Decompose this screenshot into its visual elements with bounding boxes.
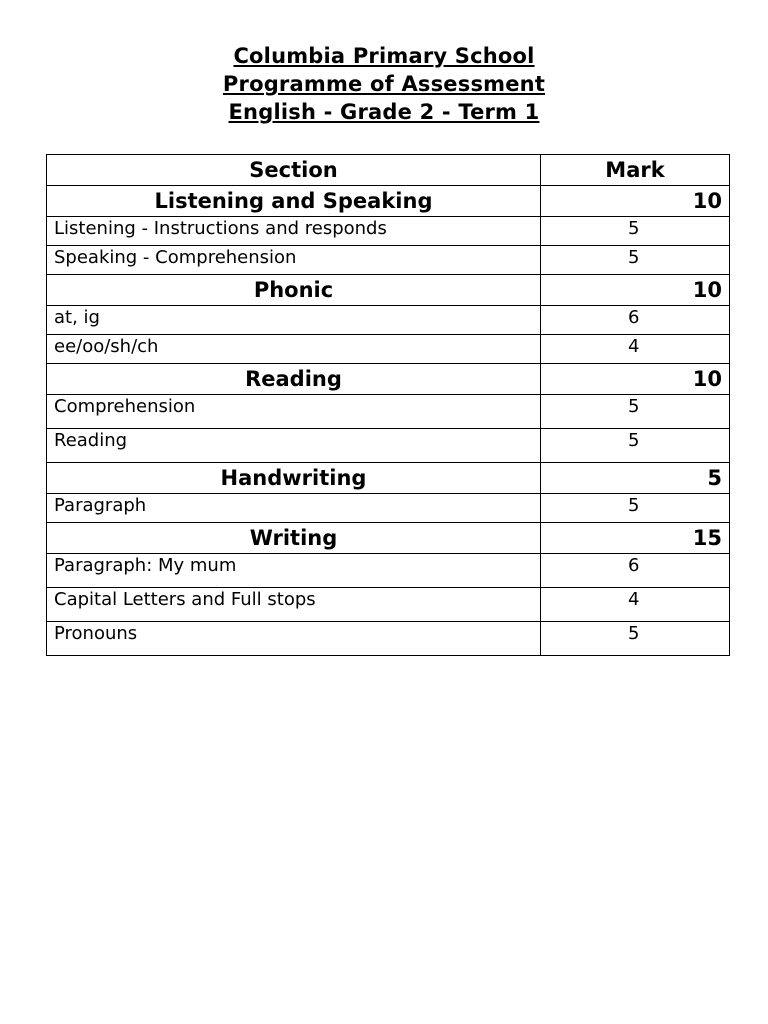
table-row xyxy=(47,588,730,622)
section-total: 10 xyxy=(541,186,730,217)
section-row-phonic xyxy=(47,275,730,306)
section-total: 10 xyxy=(541,364,730,395)
section-row-listening-speaking xyxy=(47,186,730,217)
assessment-table xyxy=(46,154,730,656)
item-mark: 5 xyxy=(541,429,730,463)
item-mark: 6 xyxy=(541,306,730,335)
item-name: Reading xyxy=(47,429,541,463)
table-row xyxy=(47,429,730,463)
item-name: Listening - Instructions and responds xyxy=(47,217,541,246)
section-row-writing xyxy=(47,523,730,554)
section-total: 5 xyxy=(541,463,730,494)
table-row xyxy=(47,335,730,364)
item-name: at, ig xyxy=(47,306,541,335)
table-row xyxy=(47,494,730,523)
school-name: Columbia Primary School xyxy=(233,44,535,68)
section-name: Handwriting xyxy=(47,463,541,494)
item-mark: 6 xyxy=(541,554,730,588)
item-name: ee/oo/sh/ch xyxy=(47,335,541,364)
item-mark: 5 xyxy=(541,246,730,275)
table-row xyxy=(47,217,730,246)
item-mark: 4 xyxy=(541,588,730,622)
table-row xyxy=(47,246,730,275)
section-total: 10 xyxy=(541,275,730,306)
table-row xyxy=(47,554,730,588)
section-name: Writing xyxy=(47,523,541,554)
item-name: Paragraph: My mum xyxy=(47,554,541,588)
section-row-reading xyxy=(47,364,730,395)
programme-title: Programme of Assessment xyxy=(222,72,546,96)
subject-grade-term: English - Grade 2 - Term 1 xyxy=(228,100,540,124)
section-name: Phonic xyxy=(47,275,541,306)
table-row xyxy=(47,306,730,335)
item-name: Capital Letters and Full stops xyxy=(47,588,541,622)
item-name: Comprehension xyxy=(47,395,541,429)
item-mark: 5 xyxy=(541,395,730,429)
column-header-section: Section xyxy=(47,155,541,186)
table-header-row xyxy=(47,155,730,186)
item-mark: 5 xyxy=(541,494,730,523)
item-mark: 5 xyxy=(541,622,730,656)
section-name: Listening and Speaking xyxy=(47,186,541,217)
item-name: Speaking - Comprehension xyxy=(47,246,541,275)
document-title xyxy=(0,42,768,126)
section-row-handwriting xyxy=(47,463,730,494)
item-mark: 4 xyxy=(541,335,730,364)
item-mark: 5 xyxy=(541,217,730,246)
table-row xyxy=(47,395,730,429)
section-name: Reading xyxy=(47,364,541,395)
section-total: 15 xyxy=(541,523,730,554)
item-name: Pronouns xyxy=(47,622,541,656)
column-header-mark: Mark xyxy=(541,155,730,186)
item-name: Paragraph xyxy=(47,494,541,523)
table-row xyxy=(47,622,730,656)
